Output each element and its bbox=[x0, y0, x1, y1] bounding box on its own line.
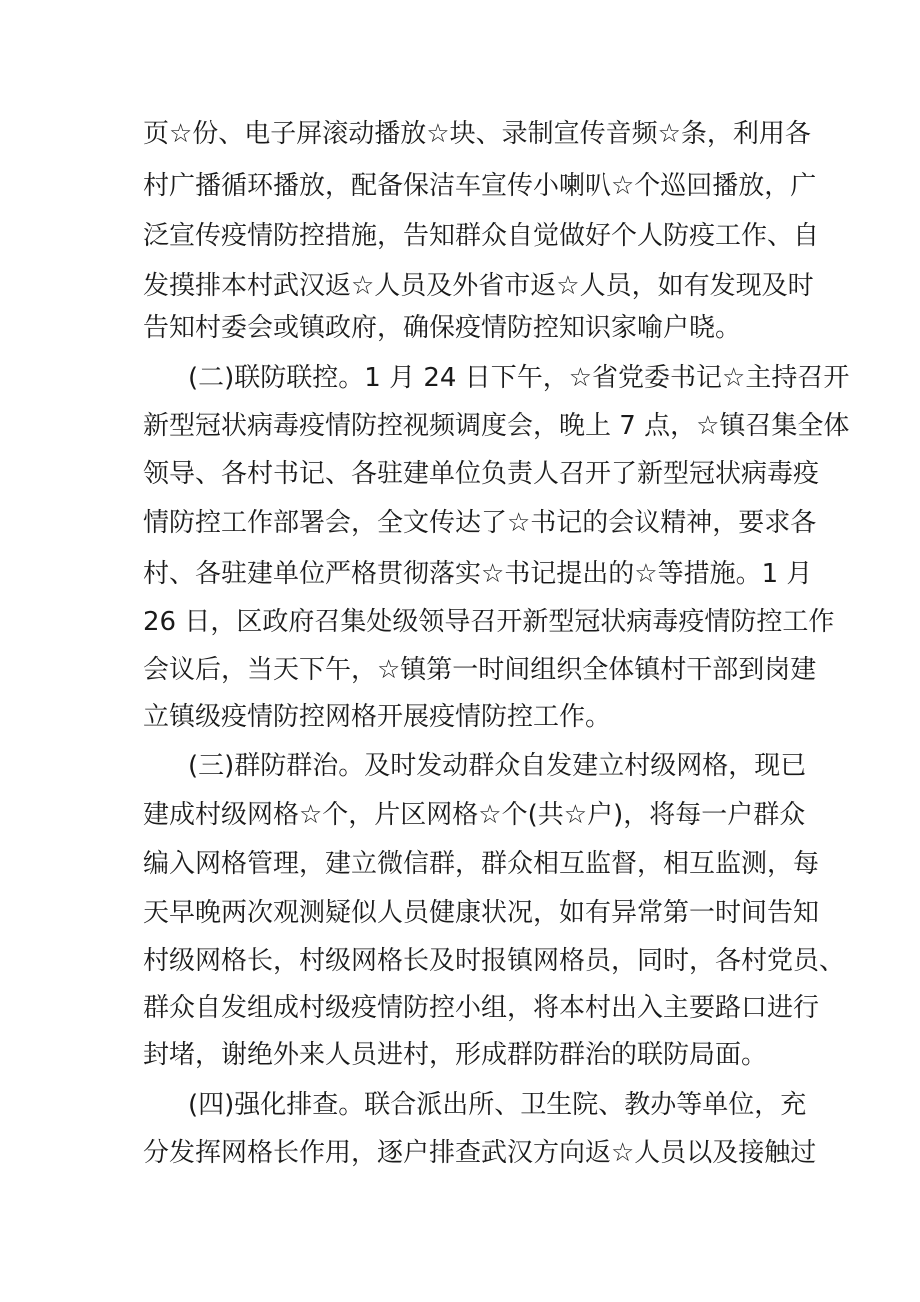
text-line: 村广播循环播放，配备保洁车宣传小喇叭☆个巡回播放，广 bbox=[143, 171, 817, 201]
text-line: 情防控工作部署会，全文传达了☆书记的会议精神，要求各 bbox=[143, 508, 817, 538]
text-line: 告知村委会或镇政府，确保疫情防控知识家喻户晓。 bbox=[143, 313, 742, 343]
text-line: 编入网格管理，建立微信群，群众相互监督，相互监测，每 bbox=[143, 849, 820, 879]
text-line: 建成村级网格☆个，片区网格☆个(共☆户)，将每一户群众 bbox=[143, 800, 806, 830]
text-line: 泛宣传疫情防控措施，告知群众自觉做好个人防疫工作、自 bbox=[143, 221, 820, 251]
text-line: 天早晚两次观测疑似人员健康状况，如有异常第一时间告知 bbox=[143, 898, 820, 928]
text-line: 领导、各村书记、各驻建单位负责人召开了新型冠状病毒疫 bbox=[143, 459, 820, 489]
text-line: 群众自发组成村级疫情防控小组，将本村出入主要路口进行 bbox=[143, 993, 820, 1023]
paragraph-heading-line: (二)联防联控。1 月 24 日下午，☆省党委书记☆主持召开 bbox=[188, 363, 850, 393]
text-line: 村、各驻建单位严格贯彻落实☆书记提出的☆等措施。1 月 bbox=[143, 559, 813, 589]
text-line: 页☆份、电子屏滚动播放☆块、录制宣传音频☆条，利用各 bbox=[143, 119, 811, 149]
paragraph-heading-line: (三)群防群治。及时发动群众自发建立村级网格，现已 bbox=[188, 751, 807, 781]
text-line: 分发挥网格长作用，逐户排查武汉方向返☆人员以及接触过 bbox=[143, 1138, 817, 1168]
text-line: 26 日，区政府召集处级领导召开新型冠状病毒疫情防控工作 bbox=[143, 607, 835, 637]
text-line: 村级网格长，村级网格长及时报镇网格员，同时，各村党员、 bbox=[143, 946, 846, 976]
text-line: 新型冠状病毒疫情防控视频调度会，晚上 7 点，☆镇召集全体 bbox=[143, 411, 850, 441]
text-line: 立镇级疫情防控网格开展疫情防控工作。 bbox=[143, 702, 612, 732]
text-line: 会议后，当天下午，☆镇第一时间组织全体镇村干部到岗建 bbox=[143, 655, 817, 685]
paragraph-heading-line: (四)强化排查。联合派出所、卫生院、教办等单位，充 bbox=[188, 1090, 807, 1120]
text-line: 封堵，谢绝外来人员进村，形成群防群治的联防局面。 bbox=[143, 1040, 768, 1070]
text-line: 发摸排本村武汉返☆人员及外省市返☆人员，如有发现及时 bbox=[143, 271, 814, 301]
